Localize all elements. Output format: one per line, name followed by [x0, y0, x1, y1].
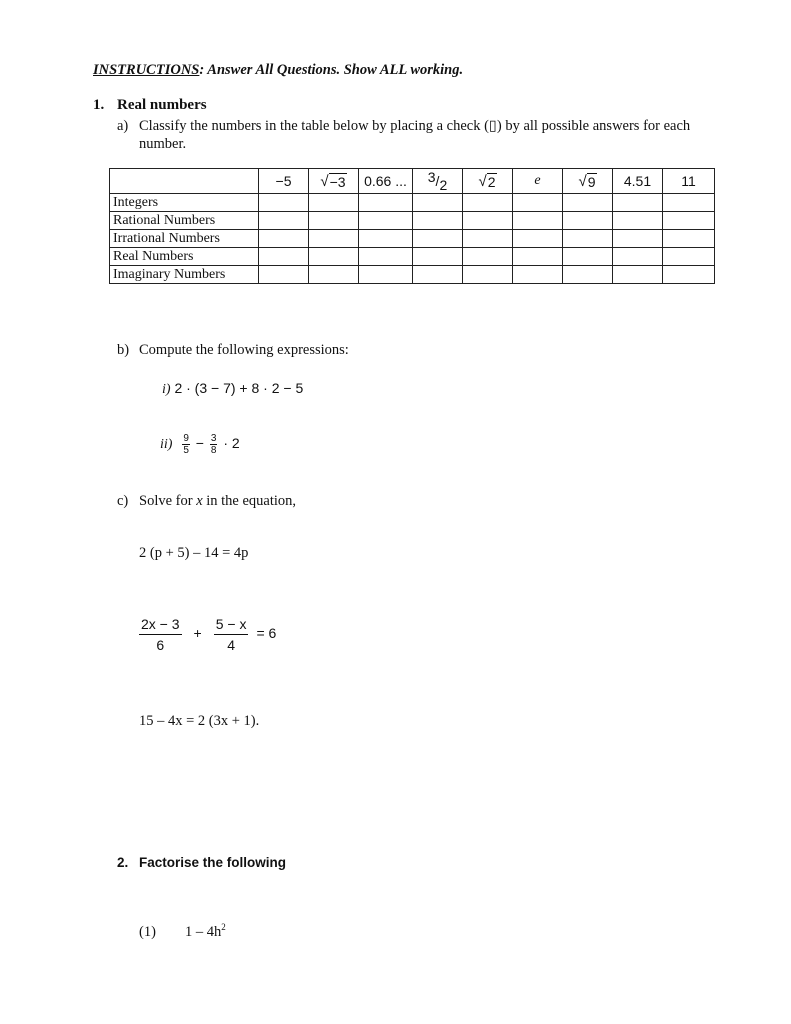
check-cell[interactable]: [359, 212, 413, 230]
column-header: 0.66 ...: [359, 169, 413, 194]
question-1-heading: [93, 97, 207, 114]
part-label: c): [117, 493, 129, 509]
check-cell[interactable]: [413, 194, 463, 212]
instructions-label: INSTRUCTIONS: [93, 62, 200, 78]
column-header: 4.51: [613, 169, 663, 194]
check-cell[interactable]: [613, 212, 663, 230]
question-number: 1.: [93, 97, 105, 113]
check-cell[interactable]: [613, 194, 663, 212]
part-text: Solve for: [139, 493, 193, 509]
question-2-heading: [117, 855, 286, 870]
column-header: √ 9: [563, 169, 613, 194]
check-cell[interactable]: [359, 266, 413, 284]
question-2-item-1: [139, 922, 226, 941]
instructions-line: [93, 62, 463, 79]
equation-rhs: = 6: [256, 625, 277, 642]
check-cell[interactable]: [513, 230, 563, 248]
check-cell[interactable]: [613, 248, 663, 266]
check-cell[interactable]: [259, 248, 309, 266]
check-cell[interactable]: [463, 248, 513, 266]
check-cell[interactable]: [563, 266, 613, 284]
fraction: $\frac{3}{8}$: [210, 433, 217, 456]
row-label: Rational Numbers: [110, 212, 259, 230]
check-cell[interactable]: [413, 266, 463, 284]
row-label: Integers: [110, 194, 259, 212]
question-title: Real numbers: [117, 97, 207, 113]
check-cell[interactable]: [359, 248, 413, 266]
check-cell[interactable]: [359, 194, 413, 212]
classification-table: [109, 168, 715, 284]
check-cell[interactable]: [513, 194, 563, 212]
check-cell[interactable]: [663, 266, 715, 284]
part-label: b): [117, 342, 130, 358]
check-cell[interactable]: [413, 248, 463, 266]
row-label: Real Numbers: [110, 248, 259, 266]
item-label: (1): [139, 923, 156, 940]
question-1c: [117, 493, 296, 510]
check-cell[interactable]: [259, 230, 309, 248]
part-text: Classify the numbers in the table below by placing a check (▯) by all possible answers for each number.: [139, 118, 691, 152]
check-cell[interactable]: [563, 248, 613, 266]
check-cell[interactable]: [513, 248, 563, 266]
question-title: Factorise the following: [139, 855, 287, 870]
check-cell[interactable]: [309, 266, 359, 284]
column-header: 11: [663, 169, 715, 194]
table-row: [110, 194, 715, 212]
column-header: e: [513, 169, 563, 194]
check-cell[interactable]: [413, 212, 463, 230]
equation-2: [139, 614, 276, 655]
column-header: 3/2: [413, 169, 463, 194]
item-expression: 1 – 4h: [185, 923, 222, 940]
sub-label: ii): [160, 437, 173, 453]
check-cell[interactable]: [563, 194, 613, 212]
operator: −: [195, 435, 204, 452]
check-cell[interactable]: [309, 212, 359, 230]
instructions-text: : Answer All Questions. Show ALL working.: [199, 62, 464, 78]
equation-3: 15 – 4x = 2 (3x + 1).: [139, 713, 260, 729]
expression-tail: · 2: [223, 435, 240, 452]
row-label: Irrational Numbers: [110, 230, 259, 248]
check-cell[interactable]: [359, 230, 413, 248]
column-header: √ 2: [463, 169, 513, 194]
check-cell[interactable]: [663, 194, 715, 212]
check-cell[interactable]: [309, 230, 359, 248]
fraction: $\frac{5 - x}{4}$: [215, 616, 247, 653]
part-text: Compute the following expressions:: [139, 342, 349, 358]
check-cell[interactable]: [463, 194, 513, 212]
question-number: 2.: [117, 855, 129, 870]
check-cell[interactable]: [663, 212, 715, 230]
part-text: in the equation,: [206, 493, 297, 509]
row-label: Imaginary Numbers: [110, 266, 259, 284]
check-cell[interactable]: [513, 212, 563, 230]
check-cell[interactable]: [663, 248, 715, 266]
check-cell[interactable]: [413, 230, 463, 248]
exponent: 2: [221, 922, 226, 932]
column-header: −5: [259, 169, 309, 194]
check-cell[interactable]: [563, 212, 613, 230]
part-label: a): [117, 118, 129, 134]
table-row: [110, 248, 715, 266]
fraction: $\frac{9}{5}$: [183, 433, 189, 456]
check-cell[interactable]: [663, 230, 715, 248]
check-cell[interactable]: [463, 230, 513, 248]
expression-ii: [160, 433, 240, 456]
operator: +: [193, 625, 202, 642]
question-1b: [117, 342, 349, 359]
expression-text: 2 · (3 − 7) + 8 · 2 − 5: [174, 380, 304, 396]
table-header-row: [110, 169, 715, 194]
check-cell[interactable]: [463, 266, 513, 284]
check-cell[interactable]: [563, 230, 613, 248]
check-cell[interactable]: [613, 266, 663, 284]
table-row: [110, 266, 715, 284]
expression-i: [162, 380, 303, 398]
check-cell[interactable]: [259, 266, 309, 284]
check-cell[interactable]: [259, 194, 309, 212]
check-cell[interactable]: [259, 212, 309, 230]
fraction: $\frac{2x - 3}{6}$: [141, 616, 180, 653]
check-cell[interactable]: [613, 230, 663, 248]
sub-label: i): [162, 382, 171, 397]
column-header: √ −3: [309, 169, 359, 194]
equation-1: 2 (p + 5) – 14 = 4p: [139, 545, 249, 561]
table-row: [110, 212, 715, 230]
variable: x: [196, 493, 203, 509]
table-row: [110, 230, 715, 248]
question-1a: [117, 117, 707, 153]
check-cell[interactable]: [309, 194, 359, 212]
table-corner-cell: [110, 169, 259, 194]
check-cell[interactable]: [463, 212, 513, 230]
check-cell[interactable]: [309, 248, 359, 266]
check-cell[interactable]: [513, 266, 563, 284]
